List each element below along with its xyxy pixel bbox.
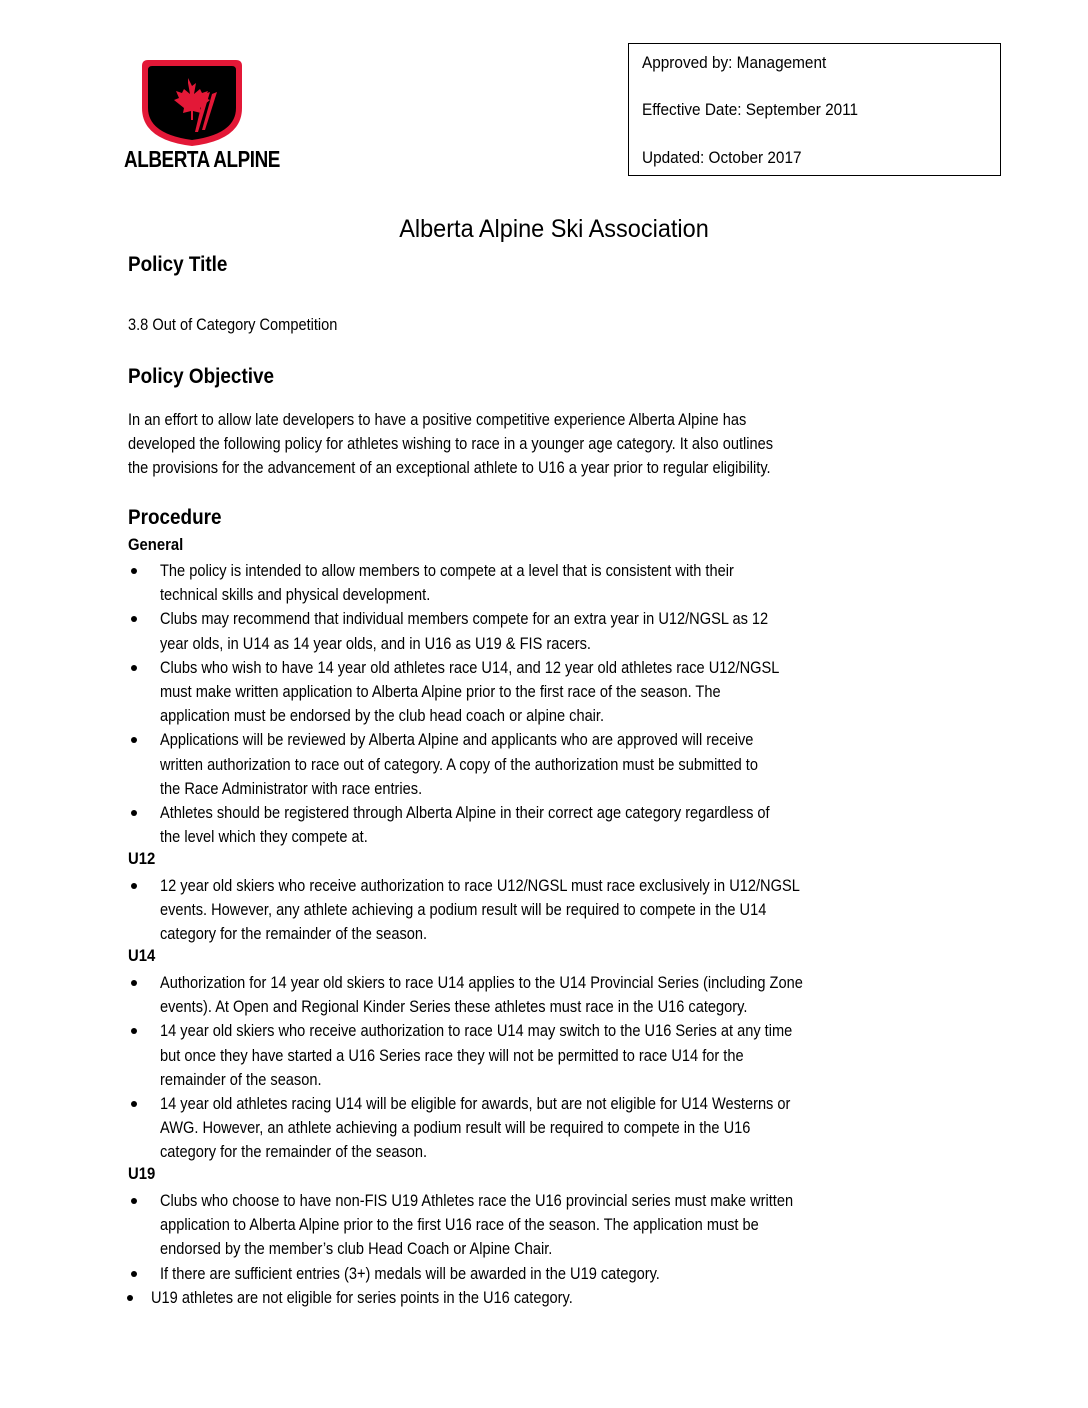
procedure-heading: Procedure [128, 506, 222, 529]
list-item [128, 1092, 1052, 1165]
list-item [128, 1286, 1052, 1310]
bullet-icon [131, 616, 137, 622]
text-line: the Race Administrator with race entries. [160, 779, 423, 798]
text-line: the provisions for the advancement of an exceptional athlete to U16 a year prior to regular eligibility. [128, 459, 771, 478]
text-line: Authorization for 14 year old skiers to race U14 applies to the U14 Provincial Series (including Zone [160, 974, 803, 992]
text-line: must make written application to Alberta Alpine prior to the first race of the season. The [160, 683, 721, 702]
bullet-icon [131, 883, 137, 889]
text-line: category for the remainder of the season. [160, 925, 428, 944]
general-subheading: General [128, 536, 184, 554]
approval-info-box [628, 43, 1001, 176]
bullet-icon [131, 1271, 137, 1277]
list-item [128, 1189, 1052, 1262]
list-item [128, 801, 1052, 849]
text-line: written authorization to race out of category. A copy of the authorization must be submitted to [160, 755, 758, 774]
general-bullet-list [128, 559, 1052, 849]
text-line: the level which they compete at. [160, 828, 368, 847]
text-line: In an effort to allow late developers to have a positive competitive experience Alberta Alpine has [128, 411, 747, 429]
effective-date: Effective Date: September 2011 [642, 101, 859, 119]
u14-subheading: U14 [128, 947, 156, 965]
text-line: but once they have started a U16 Series race they will not be permitted to race U14 for the [160, 1046, 744, 1065]
text-line: The policy is intended to allow members to compete at a level that is consistent with their [160, 562, 734, 580]
list-item [128, 971, 1052, 1019]
bullet-icon [131, 980, 137, 986]
text-line: year olds, in U14 as 14 year olds, and in U16 as U19 & FIS racers. [160, 634, 591, 653]
policy-title-heading: Policy Title [128, 253, 228, 276]
list-item [128, 728, 1052, 801]
text-line: Athletes should be registered through Alberta Alpine in their correct age category regardless of [160, 804, 770, 823]
bullet-icon [131, 1198, 137, 1204]
bullet-icon [131, 1101, 137, 1107]
bullet-icon [131, 568, 137, 574]
text-line: 14 year old athletes racing U14 will be eligible for awards, but are not eligible for U14 Westerns or [160, 1095, 791, 1114]
list-item [128, 607, 1052, 655]
organization-title: Alberta Alpine Ski Association [399, 215, 709, 243]
policy-objective-text [128, 408, 940, 481]
list-item [128, 1262, 1052, 1286]
text-line: events. However, any athlete achieving a podium result will be required to compete in the U14 [160, 901, 767, 920]
logo-text: ALBERTA ALPINE [124, 146, 280, 172]
text-line: 12 year old skiers who receive authorization to race U12/NGSL must race exclusively in U12/NGSL [160, 877, 800, 895]
text-line: Clubs who choose to have non-FIS U19 Athletes race the U16 provincial series must make written [160, 1192, 794, 1210]
text-line: remainder of the season. [160, 1070, 322, 1089]
bullet-icon [131, 665, 137, 671]
list-item [128, 1019, 1052, 1092]
bullet-icon [127, 1295, 133, 1301]
u12-bullet-list [128, 874, 1052, 947]
text-line: AWG. However, an athlete achieving a podium result will be required to compete in the U16 [160, 1119, 751, 1138]
bullet-icon [131, 737, 137, 743]
text-line: category for the remainder of the season. [160, 1143, 428, 1162]
u14-bullet-list [128, 971, 1052, 1165]
policy-objective-heading: Policy Objective [128, 365, 275, 388]
bullet-icon [131, 810, 137, 816]
list-item [128, 559, 1052, 607]
bullet-icon [131, 1028, 137, 1034]
text-line: endorsed by the member’s club Head Coach or Alpine Chair. [160, 1240, 553, 1259]
updated-date: Updated: October 2017 [642, 149, 802, 167]
alberta-alpine-logo [124, 58, 280, 176]
policy-title-value: 3.8 Out of Category Competition [128, 316, 338, 334]
text-line: events). At Open and Regional Kinder Series these athletes must race in the U16 category. [160, 998, 748, 1017]
list-item [128, 874, 1052, 947]
text-line: 14 year old skiers who receive authorization to race U14 may switch to the U16 Series at any time [160, 1022, 793, 1041]
approved-by: Approved by: Management [642, 54, 827, 72]
text-line: Applications will be reviewed by Alberta Alpine and applicants who are approved will receive [160, 731, 754, 750]
u12-subheading: U12 [128, 850, 156, 868]
text-line: application must be endorsed by the club head coach or alpine chair. [160, 707, 605, 726]
text-line: developed the following policy for athletes wishing to race in a younger age category. It also outlines [128, 435, 774, 454]
shield-logo-icon [124, 58, 260, 148]
list-item [128, 656, 1052, 729]
text-line: If there are sufficient entries (3+) medals will be awarded in the U19 category. [160, 1264, 660, 1283]
text-line: technical skills and physical development. [160, 586, 431, 605]
u19-subheading: U19 [128, 1165, 156, 1183]
text-line: Clubs may recommend that individual members compete for an extra year in U12/NGSL as 12 [160, 610, 769, 629]
text-line: application to Alberta Alpine prior to the first U16 race of the season. The application must be [160, 1216, 759, 1235]
text-line: Clubs who wish to have 14 year old athletes race U14, and 12 year old athletes race U12/NGSL [160, 658, 780, 677]
text-line: U19 athletes are not eligible for series points in the U16 category. [151, 1288, 573, 1307]
u19-bullet-list [128, 1189, 1052, 1310]
